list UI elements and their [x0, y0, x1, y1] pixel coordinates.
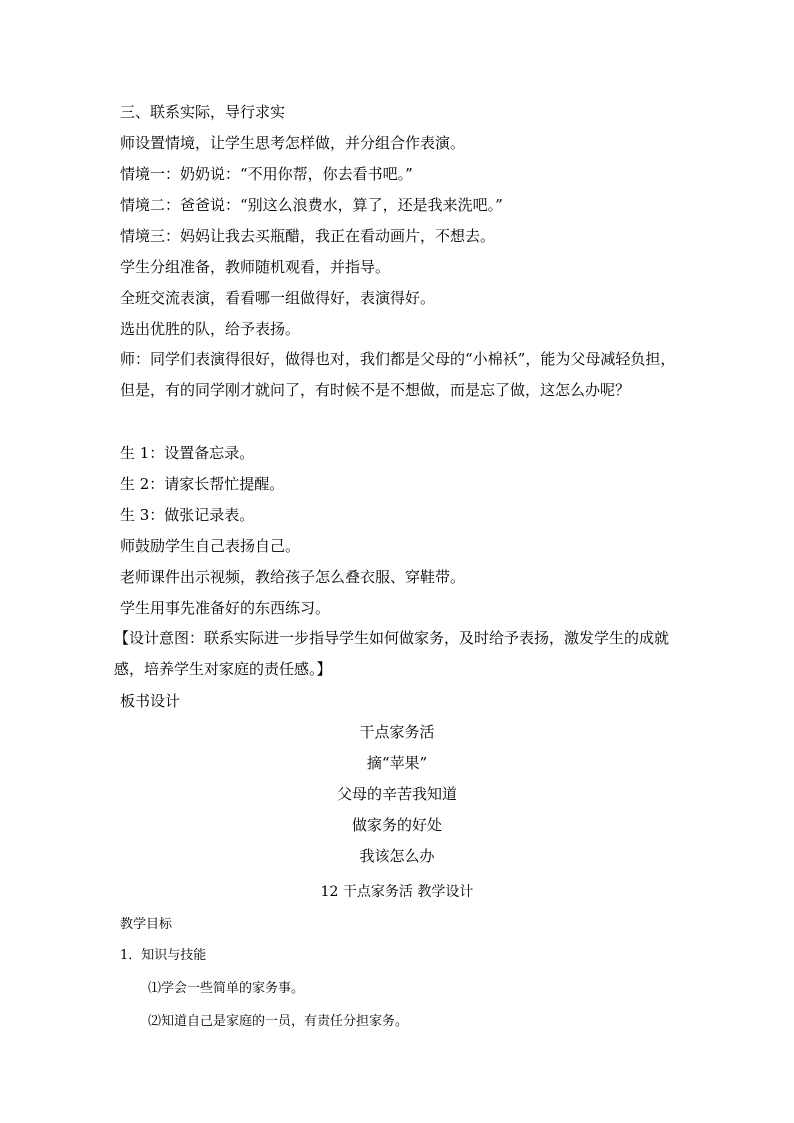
- board-item: 我该怎么办: [359, 847, 435, 865]
- design-intent: 【设计意图：联系实际进一步指导学生如何做家务，及时给予表扬，激发学生的成就感，培养学生对家庭的责任感。】: [114, 629, 670, 678]
- paragraph-line: 老师课件出示视频，教给孩子怎么叠衣服、穿鞋带。: [120, 568, 466, 586]
- section-heading: 三、联系实际，导行求实: [120, 103, 286, 121]
- goal-item: ⑴学会一些简单的家务事。: [148, 981, 305, 996]
- paragraph-line: 师鼓励学生自己表扬自己。: [120, 537, 301, 555]
- paragraph-line: 情境二：爸爸说：“别这么浪费水，算了，还是我来洗吧。”: [120, 196, 503, 214]
- paragraph-line: 选出优胜的队，给予表扬。: [120, 320, 301, 338]
- paragraph-line: 情境三：妈妈让我去买瓶醋，我正在看动画片，不想去。: [120, 227, 496, 245]
- board-item: 干点家务活: [359, 723, 435, 741]
- paragraph-line: 情境一：奶奶说：“不用你帮，你去看书吧。”: [120, 165, 413, 183]
- student-answer: 生 1：设置备忘录。: [120, 444, 255, 462]
- student-answer: 生 2：请家长帮忙提醒。: [120, 475, 285, 493]
- board-item: 父母的辛苦我知道: [336, 785, 457, 803]
- board-heading: 板书设计: [120, 692, 181, 710]
- paragraph-line: 全班交流表演，看看哪一组做得好，表演得好。: [120, 289, 436, 307]
- goals-subheading: 1．知识与技能: [120, 948, 207, 963]
- teacher-paragraph: 师：同学们表演得很好，做得也对，我们都是父母的“小棉袄”，能为父母减轻负担，但是，有的同学刚才就问了，有时候不是不想做，而是忘了做，这怎么办呢？: [120, 350, 676, 399]
- paragraph-line: 学生分组准备，教师随机观看，并指导。: [120, 258, 391, 276]
- board-item: 摘“苹果”: [366, 754, 428, 772]
- goal-item: ⑵知道自己是家庭的一员，有责任分担家务。: [148, 1014, 409, 1029]
- board-item: 做家务的好处: [351, 816, 442, 834]
- paragraph-line: 学生用事先准备好的东西练习。: [120, 599, 331, 617]
- goals-heading: 教学目标: [120, 917, 173, 932]
- paragraph-line: 师设置情境，让学生思考怎样做，并分组合作表演。: [120, 134, 466, 152]
- lesson-title: 12 干点家务活 教学设计: [320, 884, 474, 900]
- student-answer: 生 3：做张记录表。: [120, 506, 255, 524]
